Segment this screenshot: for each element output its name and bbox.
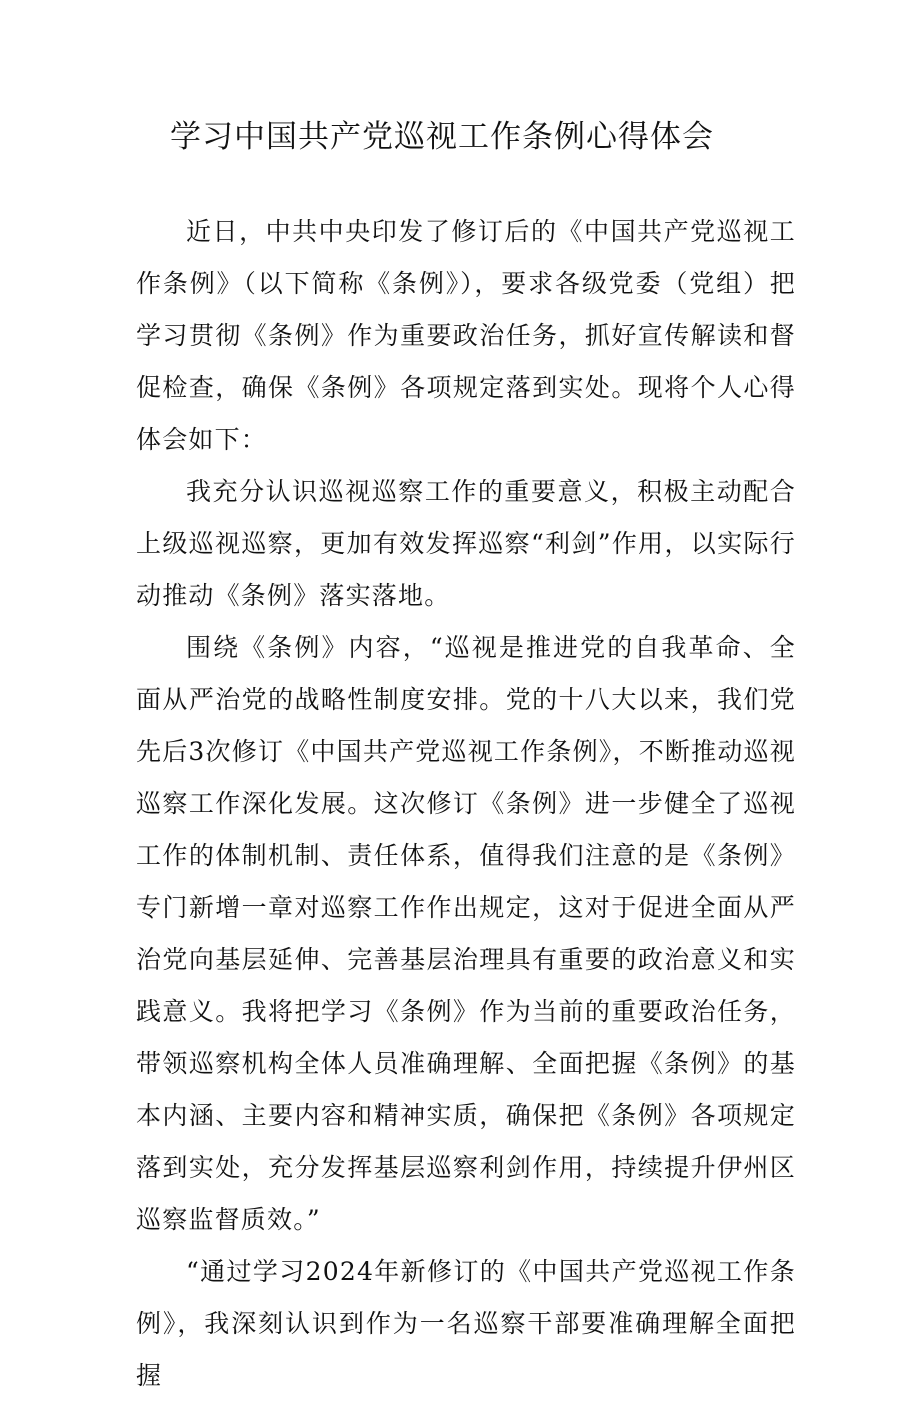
document-title: 学习中国共产党巡视工作条例心得体会	[170, 119, 714, 155]
paragraph-intro: 近日，中共中央印发了修订后的《中国共产党巡视工作条例》（以下简称《条例》），要求各级党委（党组）把学习贯彻《条例》作为重要政治任务，抓好宣传解读和督促检查，确保《条例》各项规定落到实处。现将个人心得体会如下：	[136, 217, 796, 454]
paragraph-content: 围绕《条例》内容，“巡视是推进党的自我革命、全面从严治党的战略性制度安排。党的十八大以来，我们党先后3次修订《中国共产党巡视工作条例》，不断推动巡视巡察工作深化发展。这次修订《条例》进一步健全了巡视工作的体制机制、责任体系，值得我们注意的是《条例》专门新增一章对巡察工作作出规定，这对于促进全面从严治党向基层延伸、完善基层治理具有重要的政治意义和实践意义。我将把学习《条例》作为当前的重要政治任务，带领巡察机构全体人员准确理解、全面把握《条例》的基本内涵、主要内容和精神实质，确保把《条例》各项规定落到实处，充分发挥基层巡察利剑作用，持续提升伊州区巡察监督质效。”	[136, 633, 796, 1234]
paragraph-study: “通过学习2024年新修订的《中国共产党巡视工作条例》，我深刻认识到作为一名巡察干部要准确理解全面把握	[136, 1257, 796, 1390]
paragraph-awareness: 我充分认识巡视巡察工作的重要意义，积极主动配合上级巡视巡察，更加有效发挥巡察“利剑”作用，以实际行动推动《条例》落实落地。	[136, 477, 796, 610]
document-body	[136, 206, 796, 1402]
